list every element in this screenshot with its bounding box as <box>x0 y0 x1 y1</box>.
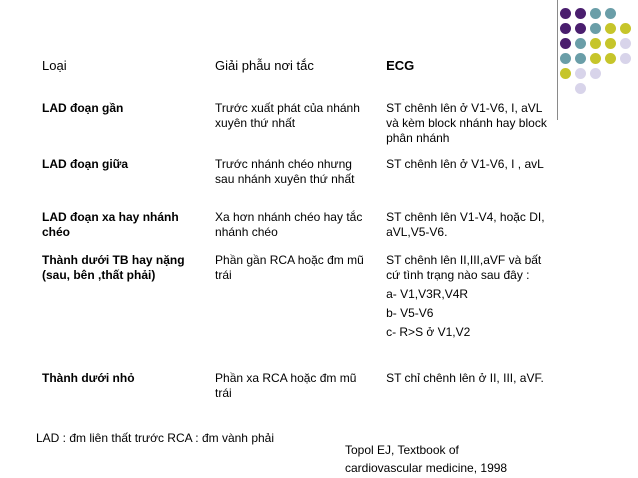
cell-anatomy: Trước nhánh chéo nhưng sau nhánh xuyên thứ nhất <box>215 157 355 186</box>
cell-type: Thành dưới nhỏ <box>42 371 135 385</box>
decorative-dot-grid <box>560 8 638 120</box>
cell-ecg: ST chỉ chênh lên ở II, III, aVF. <box>386 371 544 385</box>
cell-type: Thành dưới TB hay nặng (sau, bên ,thất phải) <box>42 253 185 282</box>
decorative-dot <box>605 38 616 49</box>
occlusion-ecg-table <box>28 46 556 409</box>
cell-type: LAD đoạn xa hay nhánh chéo <box>42 210 179 239</box>
decorative-dot <box>590 53 601 64</box>
cell-type: LAD đoạn gần <box>42 101 124 115</box>
decorative-dot <box>560 8 571 19</box>
cell-anatomy: Phần xa RCA hoặc đm mũ trái <box>215 371 357 400</box>
decorative-dot <box>590 8 601 19</box>
decorative-divider <box>557 0 558 120</box>
table-row <box>28 363 556 409</box>
abbreviation-note: LAD : đm liên thất trước RCA : đm vành phải <box>36 431 275 445</box>
decorative-dot <box>575 83 586 94</box>
decorative-dot <box>590 38 601 49</box>
cell-ecg: ST chênh lên ở V1-V6, I, aVL và kèm block nhánh hay block phân nhánh <box>386 101 547 145</box>
decorative-dot <box>605 23 616 34</box>
decorative-dot <box>575 8 586 19</box>
ecg-subitem: a- V1,V3R,V4R <box>386 287 469 301</box>
decorative-dot <box>560 23 571 34</box>
citation-line: Topol EJ, Textbook of <box>345 443 459 457</box>
decorative-dot <box>560 38 571 49</box>
decorative-dot <box>590 68 601 79</box>
citation-line: cardiovascular medicine, 1998 <box>345 461 508 475</box>
cell-ecg: ST chênh lên V1-V4, hoặc DI, aVL,V5-V6. <box>386 210 545 239</box>
table-row <box>28 149 556 202</box>
decorative-dot <box>620 38 631 49</box>
cell-anatomy: Phần gần RCA hoặc đm mũ trái <box>215 253 364 282</box>
decorative-dot <box>605 53 616 64</box>
table-header-row <box>28 46 556 93</box>
decorative-dot <box>560 68 571 79</box>
decorative-dot <box>575 38 586 49</box>
cell-ecg: ST chênh lên ở V1-V6, I , avL <box>386 157 544 171</box>
table-row <box>28 245 556 363</box>
cell-ecg <box>372 245 556 363</box>
decorative-dot <box>590 23 601 34</box>
decorative-dot <box>575 68 586 79</box>
citation <box>345 441 507 477</box>
ecg-line: ST chênh lên II,III,aVF và bất cứ tình trạng nào sau đây : <box>386 253 542 282</box>
decorative-dot <box>575 53 586 64</box>
table-row <box>28 93 556 149</box>
table-row <box>28 202 556 245</box>
decorative-dot <box>620 23 631 34</box>
cell-anatomy: Trước xuất phát của nhánh xuyên thứ nhất <box>215 101 360 130</box>
ecg-subitem: b- V5-V6 <box>386 306 434 320</box>
header-ecg: ECG <box>386 58 415 73</box>
header-anatomy: Giải phẫu nơi tắc <box>215 58 314 73</box>
cell-anatomy: Xa hơn nhánh chéo hay tắc nhánh chéo <box>215 210 363 239</box>
cell-type: LAD đoạn giữa <box>42 157 129 171</box>
decorative-dot <box>620 53 631 64</box>
decorative-dot <box>575 23 586 34</box>
header-type: Loại <box>42 58 67 73</box>
decorative-dot <box>560 53 571 64</box>
decorative-dot <box>605 8 616 19</box>
ecg-subitem: c- R>S ở V1,V2 <box>386 325 471 339</box>
